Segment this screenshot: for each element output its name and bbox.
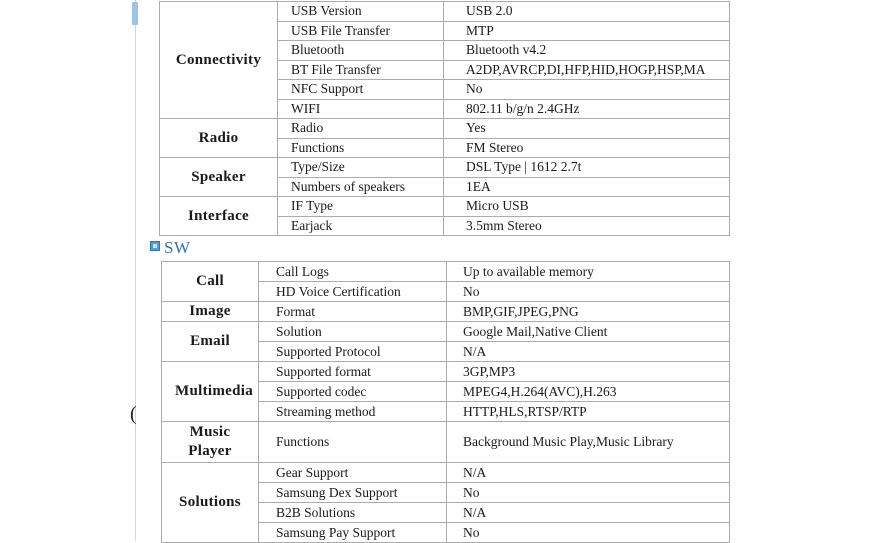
table-row — [160, 119, 730, 139]
category-cell: Solutions — [162, 463, 259, 543]
category-cell: Speaker — [160, 158, 278, 197]
spec-name-cell: NFC Support — [278, 80, 444, 100]
revision-marker-bar — [132, 2, 138, 25]
spec-value-cell: No — [444, 80, 730, 100]
spec-name-cell: Solution — [259, 322, 447, 342]
outline-expand-icon[interactable] — [150, 241, 160, 251]
table-row — [160, 197, 730, 217]
spec-value-cell: HTTP,HLS,RTSP/RTP — [447, 402, 730, 422]
spec-name-cell: WIFI — [278, 99, 444, 119]
sw-table — [161, 261, 730, 543]
spec-value-cell: 1EA — [444, 177, 730, 197]
category-cell: Interface — [160, 197, 278, 236]
category-cell: Call — [162, 262, 259, 302]
sw-section-heading — [150, 238, 191, 258]
table-row — [162, 302, 730, 322]
spec-value-cell: 802.11 b/g/n 2.4GHz — [444, 99, 730, 119]
spec-name-cell: Samsung Pay Support — [259, 523, 447, 543]
spec-name-cell: IF Type — [278, 197, 444, 217]
category-cell: Music Player — [162, 422, 259, 463]
spec-value-cell: MTP — [444, 21, 730, 41]
spec-name-cell: BT File Transfer — [278, 60, 444, 80]
spec-value-cell: A2DP,AVRCP,DI,HFP,HID,HOGP,HSP,MA — [444, 60, 730, 80]
spec-value-cell: Micro USB — [444, 197, 730, 217]
hw-table — [159, 1, 730, 236]
table-row — [162, 262, 730, 282]
spec-value-cell: Up to available memory — [447, 262, 730, 282]
spec-name-cell: HD Voice Certification — [259, 282, 447, 302]
spec-name-cell: Type/Size — [278, 158, 444, 178]
spec-name-cell: Format — [259, 302, 447, 322]
spec-value-cell: MPEG4,H.264(AVC),H.263 — [447, 382, 730, 402]
table-row — [162, 422, 730, 463]
spec-name-cell: Supported format — [259, 362, 447, 382]
table-row — [162, 362, 730, 382]
spec-name-cell: Earjack — [278, 216, 444, 236]
spec-value-cell: 3GP,MP3 — [447, 362, 730, 382]
category-cell: Multimedia — [162, 362, 259, 422]
spec-name-cell: Samsung Dex Support — [259, 483, 447, 503]
spec-value-cell: N/A — [447, 342, 730, 362]
spec-value-cell: No — [447, 282, 730, 302]
category-cell: Connectivity — [160, 2, 278, 119]
spec-value-cell: No — [447, 483, 730, 503]
spec-name-cell: Streaming method — [259, 402, 447, 422]
page-margin-line — [135, 0, 136, 541]
category-cell: Image — [162, 302, 259, 322]
category-cell: Radio — [160, 119, 278, 158]
spec-name-cell: B2B Solutions — [259, 503, 447, 523]
spec-value-cell: No — [447, 523, 730, 543]
spec-value-cell: Background Music Play,Music Library — [447, 422, 730, 463]
table-row — [160, 158, 730, 178]
section-title: SW — [164, 238, 191, 257]
spec-name-cell: Functions — [278, 138, 444, 158]
spec-name-cell: Radio — [278, 119, 444, 139]
spec-name-cell: Call Logs — [259, 262, 447, 282]
spec-value-cell: USB 2.0 — [444, 2, 730, 22]
spec-value-cell: N/A — [447, 503, 730, 523]
spec-value-cell: FM Stereo — [444, 138, 730, 158]
spec-value-cell: DSL Type | 1612 2.7t — [444, 158, 730, 178]
spec-value-cell: Google Mail,Native Client — [447, 322, 730, 342]
spec-name-cell: Supported Protocol — [259, 342, 447, 362]
spec-name-cell: Numbers of speakers — [278, 177, 444, 197]
spec-name-cell: Bluetooth — [278, 41, 444, 61]
spec-name-cell: Supported codec — [259, 382, 447, 402]
spec-value-cell: 3.5mm Stereo — [444, 216, 730, 236]
spec-value-cell: Bluetooth v4.2 — [444, 41, 730, 61]
spec-name-cell: Gear Support — [259, 463, 447, 483]
spec-value-cell: BMP,GIF,JPEG,PNG — [447, 302, 730, 322]
category-cell: Email — [162, 322, 259, 362]
spec-name-cell: USB File Transfer — [278, 21, 444, 41]
spec-name-cell: Functions — [259, 422, 447, 463]
table-row — [162, 463, 730, 483]
spec-value-cell: Yes — [444, 119, 730, 139]
table-row — [160, 2, 730, 22]
clipped-margin-text: ( — [130, 403, 137, 425]
table-row — [162, 322, 730, 342]
spec-value-cell: N/A — [447, 463, 730, 483]
spec-name-cell: USB Version — [278, 2, 444, 22]
